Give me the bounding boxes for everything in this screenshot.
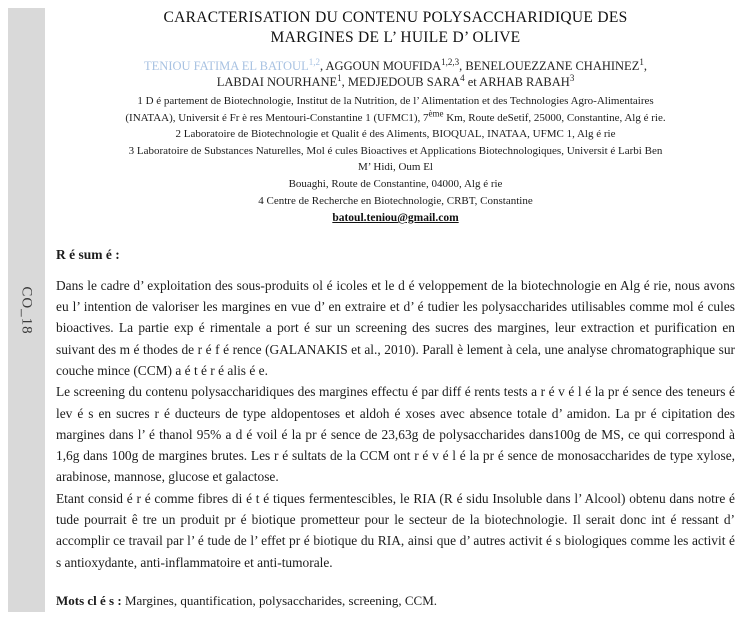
session-code-strip [8, 8, 45, 612]
affiliation-line-7: 4 Centre de Recherche en Biotechnologie, CRBT, Constantine [258, 194, 533, 207]
keywords-text: Margines, quantification, polysaccharides, screening, CCM. [121, 592, 437, 608]
email-link[interactable]: batoul.teniou@gmail.com [332, 212, 459, 225]
abstract-body [56, 275, 735, 573]
keywords-line [56, 593, 735, 609]
paper-title-line-2: MARGINES DE L’ HUILE D’ OLIVE [270, 29, 521, 46]
affiliation-line-6: Bouaghi, Route de Constantine, 04000, Alg é rie [288, 177, 503, 190]
abstract-paragraph-1: Dans le cadre d’ exploitation des sous-produits ol é icoles et le d é veloppement de la biotechnologie en Alg é rie, nous avons eu l’ intention de valoriser les margines en vue d’ en extraire et d’ é tudier les polysaccharides utilisables comme mol é cules bioactives. La partie exp é rimentale a port é sur un screening des sucres des margines, leur extraction et purification en suivant des m é thodes de r é f é rence (GALANAKIS et al., 2010). Parall è lement à cela, une analyse chromatographique sur couche mince (CCM) a é t é r é alis é e. [56, 277, 735, 378]
affiliation-line-2: (INATAA), Universit é Fr è res Mentouri-Constantine 1 (UFMC1), 7ème Km, Route deSetif, 25000, Constantine, Alg é rie. [125, 107, 666, 124]
resume-heading: R é sum é : [56, 246, 120, 262]
keywords-label: Mots cl é s : [56, 592, 122, 608]
paper-title [56, 8, 735, 48]
authors-line-1: TENIOU FATIMA EL BATOUL$^{1,2}$, AGGOUN MOUFIDA$^{1,2,3}$, BENELOUEZZANE CHAHINEZ$^1$, [144, 56, 647, 73]
session-code-label: CO_18 [19, 285, 35, 335]
abstract-page [56, 8, 735, 609]
authors-block [56, 58, 735, 90]
affiliation-line-5: M’ Hidi, Oum El [358, 161, 433, 174]
abstract-paragraph-3: Etant consid é r é comme fibres di é t é tiques fermentescibles, le RIA (R é sidu Insoluble dans l’ Alcool) obtenu dans notre é tude pourrait ê tre un produit pr é biotique prometteur pour le secteur de la biotechnologie. Il serait donc int é ressant d’ accomplir ce travail par l’ é tude de l’ effet pr é biotique du RIA, ainsi que d’ autres activit é s biologiques comme les activit é s antioxydante, anti-inflammatoire et anti-tumorale. [56, 490, 735, 570]
abstract-paragraph-2: Le screening du contenu polysaccharidiques des margines effectu é par diff é rents tests a r é v é l é la pr é sence des teneurs é lev é s en sucres r é ducteurs de type aldopentoses et aldoh é xoses avec absence totale d’ amidon. La pr é cipitation des margines dans l’ é thanol 95% a d é voil é la pr é sence de 23,63g de polysaccharides dans100g de MS, ce qui correspond à 1,6g dans 100g de margines brutes. Les r é sultats de la CCM ont r é v é l é la pr é sence de monosaccharides de type xylose, arabinose, mannose, glucose et galactose. [56, 384, 735, 485]
paper-title-line-1: CARACTERISATION DU CONTENU POLYSACCHARIDIQUE DES [163, 9, 628, 26]
affiliations-block [56, 93, 735, 227]
affiliation-line-1: 1 D é partement de Biotechnologie, Institut de la Nutrition, de l’ Alimentation et des Technologies Agro-Alimentaires [137, 95, 654, 107]
affiliation-line-3: 2 Laboratoire de Biotechnologie et Qualit é des Aliments, BIOQUAL, INATAA, UFMC 1, Alg é rie [175, 128, 616, 141]
affiliation-line-4: 3 Laboratoire de Substances Naturelles, Mol é cules Bioactives et Applications Biotechnologiques, Universit é Larbi Ben [128, 144, 663, 157]
email-line [56, 209, 735, 227]
authors-line-2: LABDAI NOURHANE$^1$, MEDJEDOUB SARA$^4$ et ARHAB RABAH$^3$ [216, 72, 575, 89]
